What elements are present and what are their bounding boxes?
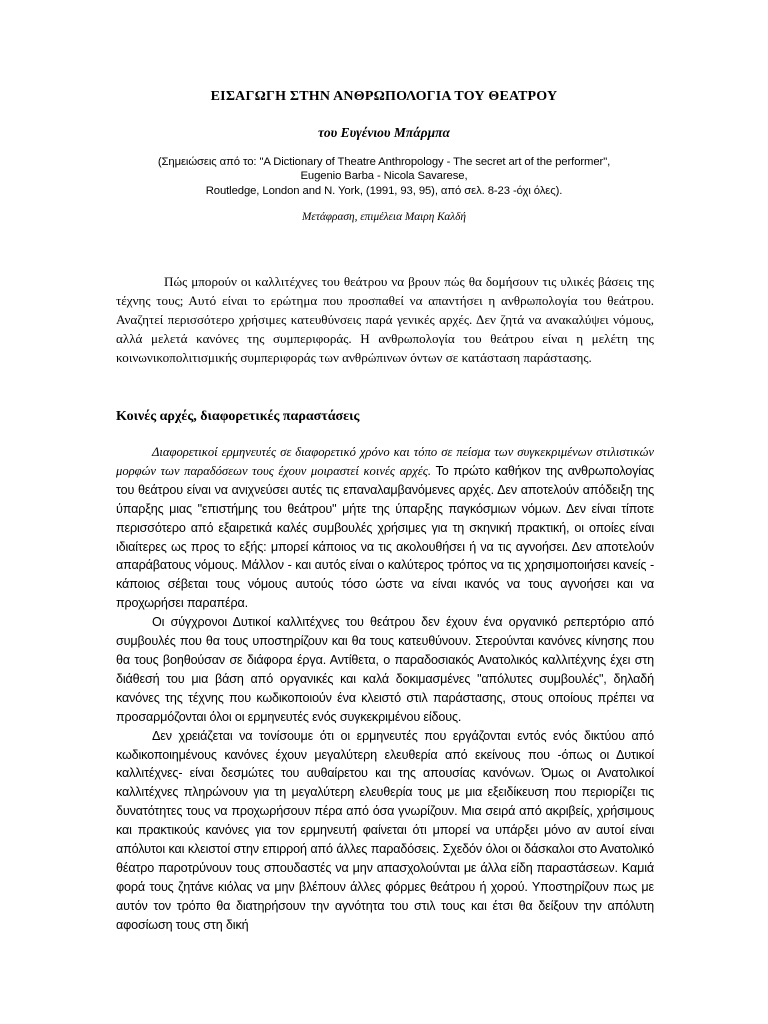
intro-paragraph: Πώς μπορούν οι καλλιτέχνες του θεάτρου να βρουν πώς θα δομήσουν τις υλικές βάσεις της τέχνης τους; Αυτό είναι το ερώτημα που προσπαθεί να απαντήσει η ανθρωπολογία του θεάτρου. Αναζητεί περισσότερο χρήσιμες κατευθύνσεις παρά γενικές αρχές. Δεν ζητά να ανακαλύψει νόμους, αλλά μελετά κανόνες της συμπεριφοράς. Η ανθρωπολογία του θεάτρου είναι η μελέτη της κοινωνικοπολιτισμικής συμπεριφοράς των ανθρώπινων όντων σε κατάσταση παράστασης. <box>116 274 654 365</box>
body-text <box>116 443 654 935</box>
section-heading: Κοινές αρχές, διαφορετικές παραστάσεις <box>116 409 360 424</box>
source-note-line: Routledge, London and N. York, (1991, 93, 95), από σελ. 8-23 -όχι όλες). <box>205 184 563 197</box>
document-title: ΕΙΣΑΓΩΓΗ ΣΤΗΝ ΑΝΘΡΩΠΟΛΟΓΙΑ ΤΟΥ ΘΕΑΤΡΟΥ <box>210 89 558 104</box>
body-paragraph: Οι σύγχρονοι Δυτικοί καλλιτέχνες του θεάτρου δεν έχουν ένα οργανικό ρεπερτόριο από συμβουλές που θα τους υποστηρίζουν και θα τους κατευθύνουν. Στερούνται κανόνες κίνησης που θα τους βοηθούσαν σε διάφορα έργα. Αντίθετα, ο παραδοσιακός Ανατολικός καλλιτέχνης έχει στη διάθεσή του μια βάση από οργανικές και καλά δοκιμασμένες "απόλυτες συμβουλές", δηλαδή κανόνες της τέχνης που κωδικοποιούν ένα κλειστό στιλ παράστασης, στους οποίους πρέπει να προσαρμόζονται όλοι οι ερμηνευτές ενός συγκεκριμένου είδους. <box>116 615 654 724</box>
source-note-line: Eugenio Barba - Nicola Savarese, <box>300 170 468 183</box>
translation-credit: Μετάφραση, επιμέλεια Μαιρη Καλδή <box>301 211 467 223</box>
body-paragraph: Δεν χρειάζεται να τονίσουμε ότι οι ερμηνευτές που εργάζονται εντός ενός δικτύου από κωδικοποιημένους κανόνες έχουν μεγαλύτερη ελευθερία από εκείνους που -όπως οι Δυτικοί καλλιτέχνες- είναι δεσμώτες του αυθαίρετου και της απουσίας κανόνων. Όμως οι Ανατολικοί καλλιτέχνες πληρώνουν για τη μεγαλύτερη ελευθερία τους με μια εξειδίκευση που περιορίζει τις δυνατότητες τους να προχωρήσουν πέρα από όσα γνωρίζουν. Μια σειρά από ακριβείς, χρήσιμους και πρακτικούς κανόνες για τον ερμηνευτή φαίνεται ότι μπορεί να υπάρξει μόνο αν αυτοί είναι απόλυτοι και κλειστοί στην επιρροή από άλλες παραδόσεις. Σχεδόν όλοι οι δάσκαλοι στο Ανατολικό θέατρο παροτρύνουν τους σπουδαστές να μην απασχολούνται με άλλα είδη παραστάσεων. Καμιά φορά τους ζητάνε κιόλας να μην βλέπουν άλλες φόρμες θεάτρου ή χορού. Υποστηρίζουν πως με αυτόν τον τρόπο θα διατηρήσουν την αγνότητα του στιλ τους και έτσι θα δείξουν την απόλυτη αφοσίωση τους στη δική <box>116 728 654 932</box>
source-notes <box>0 155 768 198</box>
italic-lead: Διαφορετικοί ερμηνευτές σε διαφορετικό χρόνο και τόπο σε πείσμα των συγκεκριμένων στιλιστικών μορφών των παραδόσεων τους έχουν μοιραστεί κοινές αρχές. <box>116 445 654 478</box>
body-paragraph <box>116 443 654 613</box>
author-line: του Ευγένιου Μπάρμπα <box>318 125 450 140</box>
source-note-line: (Σημειώσεις από το: "A Dictionary of Theatre Anthropology - The secret art of the performer", <box>157 156 611 168</box>
paragraph-text: Το πρώτο καθήκον της ανθρωπολογίας του θεάτρου είναι να ανιχνεύσει αυτές τις επαναλαμβανόμενες αρχές. Δεν αποτελούν απόδειξη της ύπαρξης μιας "επιστήμης του θεάτρου" μήτε της ύπαρξης παγκόσμιων νόμων. Δεν είναι τίποτε περισσότερο από εξαιρετικά καλές συμβουλές χρήσιμες για τη σκηνική πρακτική, οι οποίες είναι ιδιαίτερες ως προς το εξής: μπορεί κάποιος να τις ακολουθήσει ή να τις αγνοήσει. Δεν αποτελούν απαράβατους νόμους. Μάλλον - και αυτός είναι ο καλύτερος τρόπος να τις χρησιμοποιήσει κανείς - κάποιος σέβεται τους νόμους αυτούς τόσο ώστε να είναι ικανός να τους αγνοήσει και να προχωρήσει παραπέρα. <box>116 463 655 611</box>
